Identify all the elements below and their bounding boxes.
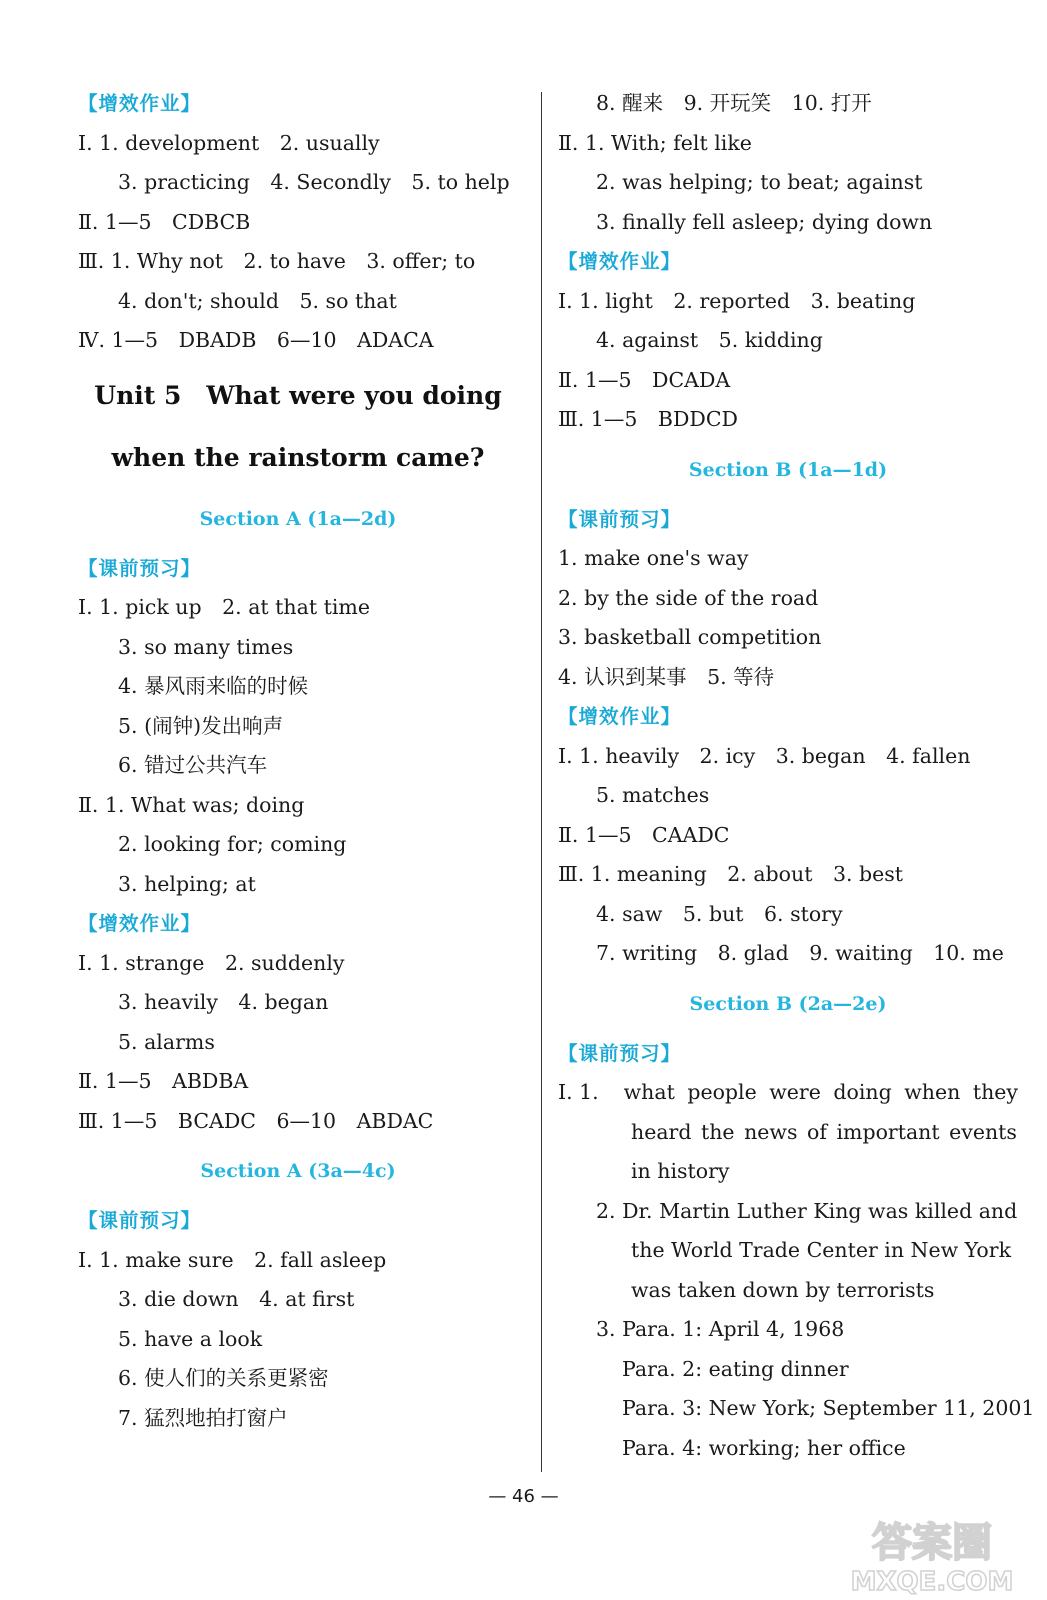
column-divider: [541, 92, 542, 1472]
answer-line: heard the news of important events: [631, 1119, 1017, 1144]
answer-line: Para. 3: New York; September 11, 2001: [622, 1396, 1035, 1420]
answer-line: 3. helping; at: [118, 871, 256, 896]
answer-line: Ⅱ. 1—5 ABDBA: [78, 1069, 249, 1093]
right-column: [558, 84, 1035, 1468]
answer-line: 3. Para. 1: April 4, 1968: [596, 1317, 845, 1341]
watermark-bottom-text: MXQE.COM: [850, 1567, 1014, 1596]
answer-line: Ⅰ. 1. pick up 2. at that time: [78, 595, 370, 619]
watermark-logo: [827, 1508, 1037, 1596]
answer-line: Ⅰ. 1. heavily 2. icy 3. began 4. fallen: [558, 743, 971, 768]
answer-line: 2. by the side of the road: [558, 585, 819, 610]
answer-line: Ⅲ. 1. Why not 2. to have 3. offer; to: [78, 249, 476, 273]
section-tag: 【增效作业】: [558, 250, 682, 273]
section-tag: 【课前预习】: [558, 507, 682, 531]
answer-line: 8. 醒来 9. 开玩笑 10. 打开: [596, 91, 872, 115]
unit-title: Unit 5 What were you doing: [94, 380, 502, 410]
answer-line: Ⅲ. 1—5 BDDCD: [558, 407, 738, 431]
answer-line: 4. 认识到某事 5. 等待: [558, 664, 775, 689]
answer-line: 5. have a look: [118, 1326, 263, 1351]
answer-line: 1. make one's way: [558, 546, 749, 570]
left-column: [78, 84, 518, 1438]
answer-line: Ⅱ. 1—5 DCADA: [558, 367, 731, 392]
answer-line: 3. die down 4. at first: [118, 1287, 355, 1311]
section-tag: 【课前预习】: [78, 556, 202, 580]
answer-line: Ⅲ. 1. meaning 2. about 3. best: [558, 862, 904, 886]
answer-line: [558, 1073, 1018, 1113]
answer-line: 2. was helping; to beat; against: [596, 170, 923, 194]
answer-line: 6. 错过公共汽车: [118, 753, 268, 777]
answer-line: 7. 猛烈地拍打窗户: [118, 1405, 288, 1430]
section-heading: Section B (2a—2e): [689, 992, 887, 1015]
answer-line: 5. alarms: [118, 1029, 215, 1054]
unit-title: when the rainstorm came?: [111, 442, 485, 472]
section-tag: 【增效作业】: [78, 92, 202, 115]
answer-line: 3. heavily 4. began: [118, 990, 329, 1014]
answer-line: was taken down by terrorists: [631, 1277, 935, 1302]
answer-line: Ⅰ. 1. development 2. usually: [78, 130, 380, 155]
section-tag: 【增效作业】: [558, 705, 682, 728]
answer-line: Para. 4: working; her office: [622, 1435, 906, 1460]
answer-line: 2. looking for; coming: [118, 832, 347, 856]
answer-line: 7. writing 8. glad 9. waiting 10. me: [596, 941, 1004, 965]
section-heading: Section B (1a—1d): [688, 458, 888, 481]
answer-text: what people were doing when they: [623, 1080, 1018, 1104]
section-heading: Section A (3a—4c): [200, 1160, 396, 1182]
answer-line: 4. against 5. kidding: [596, 328, 823, 352]
answer-line: 2. Dr. Martin Luther King was killed and: [596, 1198, 1018, 1223]
answer-line: Ⅳ. 1—5 DBADB 6—10 ADACA: [78, 328, 434, 352]
answer-line: Ⅰ. 1. make sure 2. fall asleep: [78, 1247, 387, 1272]
answer-number: Ⅰ. 1.: [558, 1080, 599, 1104]
answer-line: Ⅱ. 1. With; felt like: [558, 130, 752, 155]
answer-line: Ⅰ. 1. strange 2. suddenly: [78, 950, 345, 975]
section-heading: Section A (1a—2d): [199, 507, 397, 530]
answer-line: 5. matches: [596, 783, 710, 807]
answer-line: Ⅰ. 1. light 2. reported 3. beating: [558, 288, 916, 313]
answer-line: Ⅱ. 1. What was; doing: [78, 792, 305, 817]
watermark-top-text: 答案圈: [872, 1520, 992, 1566]
answer-line: Ⅲ. 1—5 BCADC 6—10 ABDAC: [78, 1108, 434, 1133]
section-tag: 【课前预习】: [558, 1041, 682, 1065]
page-number: — 46 —: [488, 1486, 559, 1507]
answer-line: 5. (闹钟)发出响声: [118, 713, 284, 738]
answer-line: the World Trade Center in New York: [631, 1238, 1012, 1262]
section-tag: 【增效作业】: [78, 912, 202, 935]
answer-line: in history: [631, 1159, 730, 1183]
answer-line: Ⅱ. 1—5 CAADC: [558, 822, 730, 847]
answer-line: Ⅱ. 1—5 CDBCB: [78, 209, 251, 234]
answer-line: 4. saw 5. but 6. story: [596, 901, 843, 926]
answer-line: 4. 暴风雨来临的时候: [118, 674, 309, 698]
section-tag: 【课前预习】: [78, 1209, 202, 1232]
answer-line: 6. 使人们的关系更紧密: [118, 1366, 329, 1390]
answer-line: 3. basketball competition: [558, 625, 822, 649]
answer-line: Para. 2: eating dinner: [622, 1356, 849, 1381]
answer-line: 3. practicing 4. Secondly 5. to help: [118, 170, 510, 194]
answer-line: 3. so many times: [118, 634, 294, 659]
answer-line: 3. finally fell asleep; dying down: [596, 209, 933, 234]
answer-line: 4. don't; should 5. so that: [118, 288, 397, 313]
